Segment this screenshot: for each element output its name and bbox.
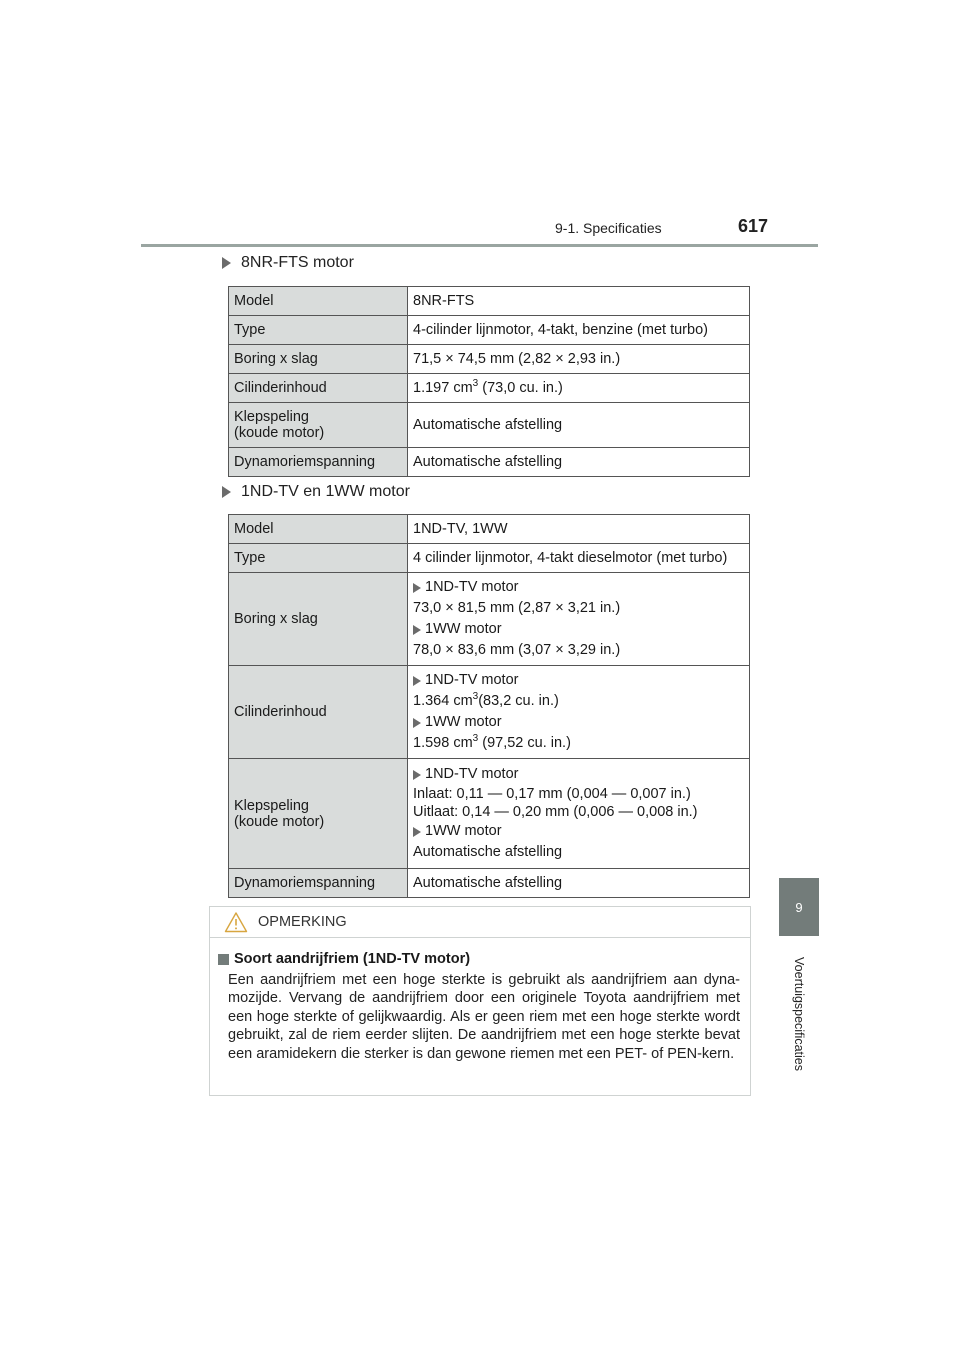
square-bullet-icon xyxy=(218,954,229,965)
sub-heading: 1ND-TV motor xyxy=(413,577,744,598)
spec-key: Type xyxy=(229,316,408,345)
spec-value xyxy=(408,666,750,759)
sub-heading: 1WW motor xyxy=(413,821,744,842)
section-heading-text: 1ND-TV en 1WW motor xyxy=(241,483,410,500)
spec-key: Boring x slag xyxy=(229,573,408,666)
section-heading-text: 8NR-FTS motor xyxy=(241,254,354,271)
note-title: OPMERKING xyxy=(258,914,347,930)
sub-value: 78,0 × 83,6 mm (3,07 × 3,29 in.) xyxy=(413,642,621,658)
table-row xyxy=(229,345,750,374)
triangle-bullet-icon xyxy=(413,718,421,728)
note-box xyxy=(209,906,751,1096)
section-heading xyxy=(222,483,410,501)
spec-value: 1ND-TV, 1WW xyxy=(408,515,750,544)
spec-value: 4-cilinder lijnmotor, 4-takt, benzine (met turbo) xyxy=(408,316,750,345)
triangle-bullet-icon xyxy=(413,827,421,837)
chapter-tab xyxy=(779,878,819,936)
chapter-label: Voertuigspecificaties xyxy=(792,957,806,1071)
table-row xyxy=(229,403,750,448)
spec-table-8nr xyxy=(228,286,750,477)
sub-heading: 1WW motor xyxy=(413,619,744,640)
note-body: Een aandrijfriem met een hoge sterkte is gebruikt als aandrijfriem aan dyna-mozijde. Vervang de aandrijfriem door een originele Toyota aandrijfriem met een hoge sterkte of gelijkwaardig. Als er geen riem met een hoge sterkte wordt gebruikt, zal de riem eerder slijten. De aandrijfriem met een hoge sterkte bevat een aramidekern die sterker is dan gewone riemen met een PET- of PEN-kern. xyxy=(228,972,740,1062)
spec-value: Automatische afstelling xyxy=(408,869,750,898)
section-heading xyxy=(222,254,354,272)
table-row xyxy=(229,759,750,869)
spec-value xyxy=(408,573,750,666)
sub-value: 1.364 $cm^3(83,2$ cu. in.) xyxy=(413,691,559,709)
spec-key: Cilinderinhoud xyxy=(229,666,408,759)
triangle-bullet-icon xyxy=(222,257,231,269)
sub-value: Inlaat: 0,11 — 0,17 mm (0,004 — 0,007 in.) xyxy=(413,786,691,802)
triangle-bullet-icon xyxy=(413,583,421,593)
note-subheading xyxy=(218,951,470,967)
spec-value xyxy=(408,759,750,869)
table-row xyxy=(229,544,750,573)
sub-value: 1.598 $cm^3$ (97,52 cu. in.) xyxy=(413,733,571,751)
table-row xyxy=(229,515,750,544)
triangle-bullet-icon xyxy=(413,625,421,635)
spec-key: Dynamoriemspanning xyxy=(229,869,408,898)
spec-key: Boring x slag xyxy=(229,345,408,374)
spec-key: Type xyxy=(229,544,408,573)
spec-key: Cilinderinhoud xyxy=(229,374,408,403)
spec-key: Klepspeling (koude motor) xyxy=(229,759,408,869)
warning-icon xyxy=(224,911,248,933)
spec-value: 71,5 × 74,5 mm (2,82 × 2,93 in.) xyxy=(408,345,750,374)
section-title: 9-1. Specificaties xyxy=(555,220,662,236)
sub-heading: 1ND-TV motor xyxy=(413,670,744,691)
chapter-number: 9 xyxy=(795,899,803,915)
sub-value: Uitlaat: 0,14 — 0,20 mm (0,006 — 0,008 in.) xyxy=(413,804,698,820)
spec-value: Automatische afstelling xyxy=(408,403,750,448)
spec-value: Automatische afstelling xyxy=(408,448,750,477)
sub-value: 73,0 × 81,5 mm (2,87 × 3,21 in.) xyxy=(413,600,621,616)
sub-heading: 1ND-TV motor xyxy=(413,764,744,785)
table-row xyxy=(229,316,750,345)
table-row xyxy=(229,573,750,666)
note-subheading-text: Soort aandrijfriem (1ND-TV motor) xyxy=(234,951,471,967)
spec-key: Model xyxy=(229,287,408,316)
spec-value: 1.197 $cm^3$ (73,0 cu. in.) xyxy=(408,374,750,403)
table-row xyxy=(229,287,750,316)
note-header xyxy=(210,907,750,938)
spec-key: Klepspeling (koude motor) xyxy=(229,403,408,448)
table-row xyxy=(229,448,750,477)
table-row xyxy=(229,374,750,403)
table-row xyxy=(229,869,750,898)
triangle-bullet-icon xyxy=(413,770,421,780)
spec-table-1nd-1ww xyxy=(228,514,750,898)
header-divider xyxy=(141,244,818,247)
sub-value: Automatische afstelling xyxy=(413,844,563,860)
page-number: 617 xyxy=(738,216,769,236)
table-row xyxy=(229,666,750,759)
triangle-bullet-icon xyxy=(413,676,421,686)
sub-heading: 1WW motor xyxy=(413,712,744,733)
spec-value: 8NR-FTS xyxy=(408,287,750,316)
chapter-label-container xyxy=(786,944,812,1084)
spec-value: 4 cilinder lijnmotor, 4-takt dieselmotor (met turbo) xyxy=(408,544,750,573)
spec-key: Model xyxy=(229,515,408,544)
spec-key: Dynamoriemspanning xyxy=(229,448,408,477)
triangle-bullet-icon xyxy=(222,486,231,498)
